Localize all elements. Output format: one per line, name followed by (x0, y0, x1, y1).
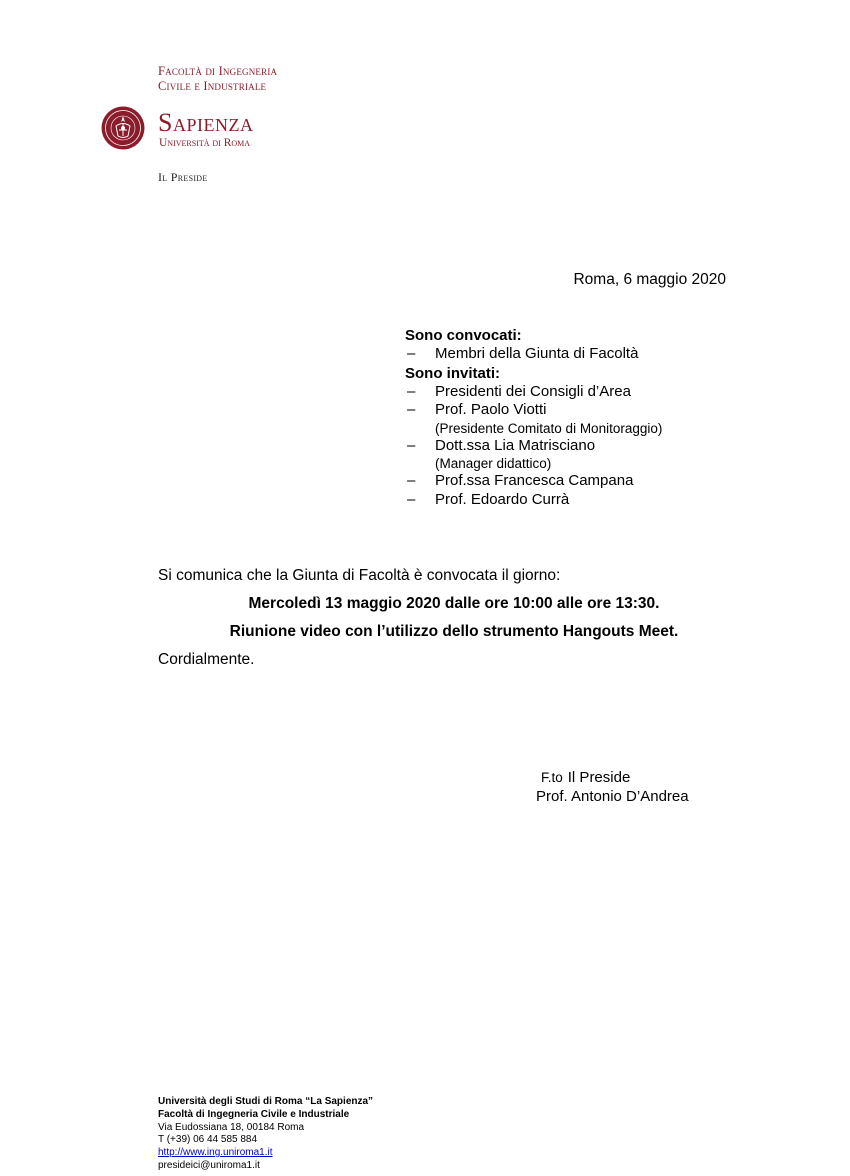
dash-bullet: – (407, 345, 416, 362)
dash-bullet: – (407, 401, 416, 418)
recipient-note: (Presidente Comitato di Monitoraggio) (435, 420, 663, 436)
dash-bullet: – (407, 382, 416, 400)
convened-heading: Sono convocati: (405, 327, 522, 344)
signature-name: Prof. Antonio D’Andrea (536, 788, 689, 805)
dash-bullet: – (407, 436, 416, 454)
footer-phone: T (+39) 06 44 585 884 (158, 1134, 258, 1146)
dash-bullet: – (407, 472, 416, 489)
recipient-note: (Manager didattico) (435, 456, 552, 471)
meeting-time: Mercoledì 13 maggio 2020 dalle ore 10:00 alle ore 13:30. (248, 595, 660, 612)
dash-bullet: – (407, 490, 416, 508)
faculty-line-2: Civile e Industriale (158, 79, 267, 93)
recipient-name: Prof.ssa Francesca Campana (435, 472, 634, 489)
letter-date: Roma, 6 maggio 2020 (573, 271, 726, 288)
footer-university: Università degli Studi di Roma “La Sapienza” (158, 1096, 374, 1107)
body-intro: Si comunica che la Giunta di Facoltà è convocata il giorno: (158, 567, 561, 584)
signature-role-line (541, 769, 630, 786)
recipient-name: Presidenti dei Consigli d’Area (435, 382, 631, 400)
signature-prefix: F.to (541, 770, 563, 785)
footer-website-link[interactable]: http://www.ing.uniroma1.it (158, 1147, 273, 1159)
closing: Cordialmente. (158, 651, 255, 668)
faculty-name (158, 64, 277, 94)
list-item (405, 472, 662, 491)
footer (158, 1096, 373, 1173)
recipients-block (405, 326, 662, 509)
faculty-line-1: Facoltà di Ingegneria (158, 64, 278, 78)
list-item (405, 401, 662, 420)
recipient-name: Dott.ssa Lia Matrisciano (435, 436, 596, 454)
university-name: Sapienza (158, 108, 254, 137)
office-title: Il Preside (158, 170, 208, 184)
list-item (405, 345, 662, 364)
recipient-name: Prof. Edoardo Currà (435, 490, 570, 508)
list-item (405, 437, 662, 456)
recipient-name: Prof. Paolo Viotti (435, 401, 547, 418)
signature-role: Il Preside (567, 769, 631, 786)
university-subtitle: Università di Roma (159, 137, 251, 149)
sapienza-seal-icon (101, 106, 145, 150)
footer-email: presideici@uniroma1.it (158, 1159, 260, 1171)
footer-faculty: Facoltà di Ingegneria Civile e Industriale (158, 1108, 350, 1120)
invited-heading: Sono invitati: (405, 364, 500, 382)
footer-address: Via Eudossiana 18, 00184 Roma (158, 1121, 305, 1133)
list-item (405, 491, 662, 510)
list-item (405, 383, 662, 402)
recipient-name: Membri della Giunta di Facoltà (435, 345, 639, 362)
meeting-mode: Riunione video con l’utilizzo dello strumento Hangouts Meet. (229, 623, 679, 640)
